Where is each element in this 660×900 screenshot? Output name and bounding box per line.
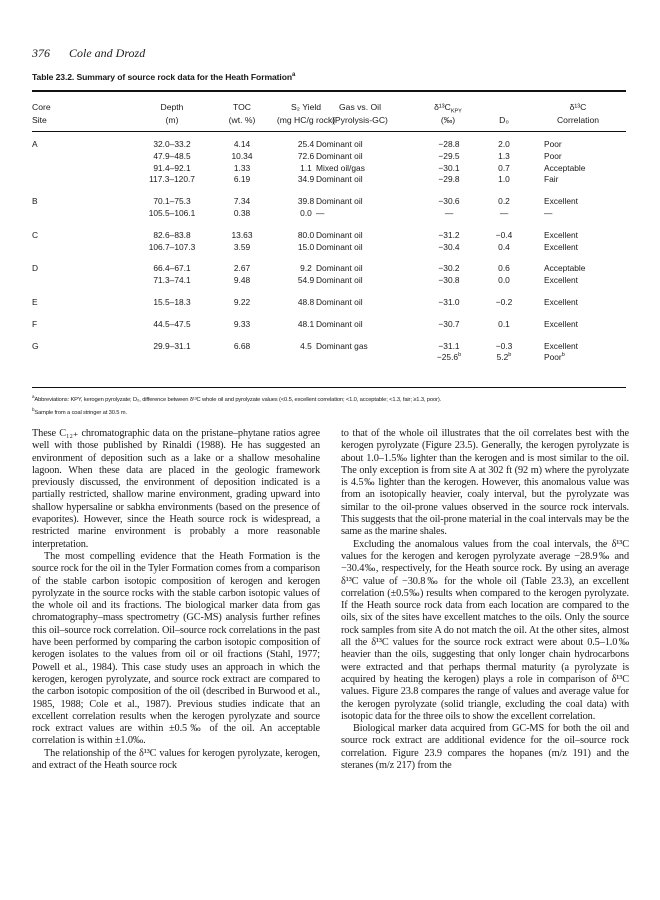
do-cell-value: 0.7 — [498, 162, 510, 173]
gas-oil-cell — [316, 341, 368, 351]
depth-cell-value: 15.5–18.3 — [153, 296, 191, 307]
header-s2-unit: (mg HC/g rock) — [276, 115, 336, 125]
site-cell-value: B — [32, 196, 38, 207]
footnote-b — [32, 405, 632, 418]
s2-cell-value: 80.0 — [297, 229, 315, 240]
table-row — [32, 151, 626, 163]
table-top-rule — [32, 90, 626, 92]
site-group — [32, 139, 626, 186]
do-cell-value: −0.3 — [495, 340, 513, 351]
depth-cell-value: 82.6–83.8 — [153, 229, 191, 240]
table-row — [32, 352, 626, 364]
d13c-kpy-cell-value: −31.1 — [438, 340, 460, 351]
depth-cell-value: 47.9–48.5 — [153, 150, 191, 161]
s2-cell-value: 72.6 — [297, 150, 315, 161]
site-cell-value: C — [32, 229, 39, 240]
running-header — [32, 46, 145, 61]
toc-cell — [220, 263, 264, 273]
s2-cell-value: 9.2 — [300, 263, 312, 274]
header-d13-kpy-sub: KPY — [450, 108, 462, 115]
s2-cell-value: 48.1 — [297, 318, 315, 329]
site-group — [32, 341, 626, 365]
toc-cell — [220, 297, 264, 307]
toc-cell-value: 4.14 — [233, 139, 251, 149]
table-row — [32, 139, 626, 151]
table-row — [32, 297, 626, 309]
depth-cell — [132, 319, 212, 329]
toc-cell — [220, 319, 264, 329]
gas-oil-cell — [316, 163, 365, 173]
d13c-kpy-cell-value: −30.7 — [438, 318, 460, 329]
header-s2: S₂ Yield — [290, 102, 322, 112]
correlation-cell — [544, 297, 578, 307]
paragraph: to that of the whole oil illustrates that the oil correlates best with the kerogen pyrolyzate (Figure 23.5). Generally, the kerogen pyrolyzate is about 1.0–1.5‰ lighter than the kerogen and is most similar to the oil. The only exception is from site A at 302 ft (92 m) where the pyrolyzate is 4.5‰ lighter than the kerogen. However, this anomalous value was from an isotopically heavier, coaly interval, but the pyrolyzate was similar to the oil-prone values observed in the source rock intervals. This suggests that the oil-prone material in the coal intervals may be the same as the marine shales. — [341, 428, 629, 538]
paragraph: The most compelling evidence that the Heath Formation is the source rock for the oil in the Tyler Formation comes from a comparison of the stable carbon isotopic composition of kerogen and kerogen pyrolyzate in the source rocks with the stable carbon isotopic values of the whole oil and its fractions. The biological marker data from gas chromatography–mass spectrometry (GC-MS) analysis further refines this oil–source rock correlation. Oil–source rock correlations in the past have been performed by comparing the carbon isotopic composition of kerogen isolates to the values from oil or oil fractions (Stahl, 1977; Powell et al., 1984). This case study uses an approach in which the kerogen, kerogen pyrolyzate, and source rock extract are compared to the carbon isotopic composition of the oil (described in Burwood et al., 1985, 1988; Cole et al., 1987). Previous studies indicate that an excellent correlation results when the kerogen pyrolyzate and source rock extract values are within ±0.5‰ of the oil. An acceptable correlation is within ±1.0‰. — [32, 550, 320, 747]
d13c-kpy-cell-value: −25.6 — [436, 352, 459, 363]
correlation-cell — [544, 319, 578, 329]
header-core: Core — [32, 102, 51, 112]
paragraph: Excluding the anomalous values from the coal intervals, the δ¹³C values for the kerogen and kerogen pyrolyzate average −28.9‰ and −30.4‰, respectively, for the Heath source rock. By using an average δ¹³C value of −30.8‰ for the whole oil (Table 23.3), an excellent correlation (±0.5‰) results when compared to the kerogen pyrolyzate. If the Heath source rock data from each location are compared to the oils, six of the sites have excellent matches to the oils. Only the source rock samples from site A do not match the oil. At the other sites, almost all the δ¹³C values for the source rock extract were about 0.5–1.0‰ heavier than the oils, suggesting that only longer chain hydrocarbons were extracted and that perhaps thermal maturity (a pyrolyzate is acquired by heating the kerogen) plays a role in comparison of δ¹³C values. Figure 23.8 compares the range of values and average value for the kerogen pyrolyzate (solid triangle, excluding the coal data) with isotopic data for the three oils to show the excellent correlation. — [341, 538, 629, 722]
gas-oil-cell-value: — — [316, 207, 325, 218]
site-group — [32, 297, 626, 309]
toc-cell-value: 13.63 — [231, 229, 253, 240]
table-caption-text: Table 23.2. Summary of source rock data for the Heath Formation — [32, 72, 293, 82]
do-cell — [485, 208, 523, 218]
gas-oil-cell-value: Dominant gas — [316, 340, 368, 351]
s2-cell-value: 34.9 — [297, 174, 315, 185]
correlation-cell — [544, 263, 585, 273]
do-cell-value: 0.0 — [498, 275, 510, 286]
correlation-cell — [544, 139, 562, 149]
depth-cell-value: 91.4–92.1 — [153, 162, 191, 173]
site-group — [32, 196, 626, 220]
correlation-cell-value: Excellent — [544, 275, 578, 286]
do-cell-value: — — [499, 207, 509, 218]
depth-cell-value: 71.3–74.1 — [153, 275, 191, 286]
do-cell-value: 0.6 — [498, 263, 510, 274]
footnote-marker: b — [561, 352, 565, 359]
gas-oil-cell-value: Dominant oil — [316, 139, 363, 149]
depth-cell — [132, 174, 212, 184]
depth-cell-value: 70.1–75.3 — [153, 196, 191, 207]
table-caption-note-marker: a — [292, 72, 296, 79]
gas-oil-cell — [316, 208, 324, 218]
header-d13-kpy — [415, 102, 481, 115]
header-d13-unit: (‰) — [440, 115, 456, 125]
toc-cell — [220, 275, 264, 285]
header-site: Site — [32, 115, 47, 125]
gas-oil-cell — [316, 242, 363, 252]
footnote-marker: a — [32, 394, 35, 399]
d13c-kpy-cell — [429, 230, 469, 240]
s2-cell-value: 25.4 — [297, 139, 315, 149]
toc-cell-value: 6.68 — [233, 340, 251, 351]
depth-cell — [132, 163, 212, 173]
toc-cell-value: 7.34 — [233, 196, 251, 207]
table-row — [32, 163, 626, 175]
footnote-text: Abbreviations: KPY, kerogen pyrolyzate; D₀, difference between δ¹³C whole oil and pyrolyzate values (<0.5, excellent correlation; <1.0, acceptable; <1.3, fair; ≥1.3, poor). — [34, 396, 442, 403]
toc-cell-value: 6.19 — [233, 174, 251, 185]
d13c-kpy-cell-value: −30.2 — [438, 263, 460, 274]
paragraph: The relationship of the δ¹³C values for kerogen pyrolyzate, kerogen, and extract of the Heath source rock — [32, 747, 320, 772]
gas-oil-cell-value: Dominant oil — [316, 150, 363, 161]
site-group — [32, 230, 626, 254]
header-do: D₀ — [499, 115, 509, 125]
toc-cell-value: 2.67 — [233, 263, 251, 274]
table-header-row — [32, 115, 626, 128]
do-cell-value: 2.0 — [498, 139, 510, 149]
site-cell-value: D — [32, 263, 39, 274]
site-cell — [32, 263, 38, 273]
s2-cell-value: 39.8 — [297, 196, 315, 207]
toc-cell — [220, 151, 264, 161]
correlation-cell-value: Poor — [544, 150, 562, 161]
do-cell-value: 0.4 — [498, 241, 510, 252]
d13c-kpy-cell-value: −31.2 — [438, 229, 460, 240]
correlation-cell-value: Excellent — [544, 340, 578, 351]
site-cell-value: A — [32, 139, 38, 149]
gas-oil-cell — [316, 174, 363, 184]
header-d13-kpy-symbol: δ¹³C — [434, 102, 451, 112]
table-header-rule — [32, 131, 626, 132]
gas-oil-cell — [316, 319, 363, 329]
gas-oil-cell — [316, 139, 363, 149]
do-cell — [485, 174, 523, 184]
site-cell — [32, 319, 37, 329]
d13c-kpy-cell-value: −29.5 — [438, 150, 460, 161]
gas-oil-cell-value: Dominant oil — [316, 229, 363, 240]
do-cell — [485, 263, 523, 273]
do-cell — [485, 242, 523, 252]
footnote-marker: b — [458, 352, 462, 359]
correlation-cell-value: Excellent — [544, 296, 578, 307]
d13c-kpy-cell — [429, 242, 469, 252]
correlation-cell-value: Excellent — [544, 318, 578, 329]
s2-cell-value: 1.1 — [300, 162, 312, 173]
correlation-cell-value: Excellent — [544, 229, 578, 240]
site-group — [32, 319, 626, 331]
toc-cell-value: 9.22 — [233, 296, 251, 307]
footnote-marker: b — [32, 407, 35, 413]
correlation-cell — [544, 352, 565, 362]
toc-cell-value: 9.48 — [233, 275, 251, 286]
header-d13c: δ¹³C — [569, 102, 587, 112]
d13c-kpy-cell — [429, 163, 469, 173]
toc-cell-value: 3.59 — [233, 241, 251, 252]
toc-cell-value: 10.34 — [231, 150, 253, 161]
correlation-cell-value: Fair — [544, 174, 559, 185]
correlation-cell — [544, 163, 585, 173]
toc-cell — [220, 139, 264, 149]
correlation-cell-value: — — [544, 207, 553, 218]
footnote-a — [32, 392, 632, 405]
site-cell-value: G — [32, 340, 39, 351]
correlation-cell-value: Excellent — [544, 241, 578, 252]
do-cell-value: 0.1 — [498, 318, 510, 329]
table-row — [32, 263, 626, 275]
correlation-cell-value: Acceptable — [544, 162, 586, 173]
toc-cell-value: 0.38 — [233, 207, 251, 218]
header-depth-unit: (m) — [165, 115, 179, 125]
header-toc: TOC — [233, 102, 251, 112]
depth-cell — [132, 263, 212, 273]
gas-oil-cell — [316, 151, 363, 161]
table-row — [32, 230, 626, 242]
d13c-kpy-cell — [429, 174, 469, 184]
do-cell — [485, 275, 523, 285]
depth-cell-value: 66.4–67.1 — [153, 263, 191, 274]
d13c-kpy-cell — [429, 341, 469, 351]
depth-cell — [132, 297, 212, 307]
d13c-kpy-cell — [429, 139, 469, 149]
d13c-kpy-cell — [429, 297, 469, 307]
table-row — [32, 174, 626, 186]
do-cell-value: −0.4 — [495, 229, 513, 240]
gas-oil-cell-value: Dominant oil — [316, 263, 363, 274]
depth-cell-value: 32.0–33.2 — [153, 139, 191, 149]
depth-cell — [132, 242, 212, 252]
d13c-kpy-cell-value: −28.8 — [438, 139, 460, 149]
site-cell-value: E — [32, 296, 38, 307]
d13c-kpy-cell-value: −30.6 — [438, 196, 460, 207]
do-cell — [485, 319, 523, 329]
s2-cell-value: 54.9 — [297, 275, 315, 286]
correlation-cell — [544, 242, 578, 252]
do-cell-value: −0.2 — [495, 296, 513, 307]
table-caption — [32, 72, 295, 82]
do-cell — [485, 352, 523, 362]
gas-oil-cell — [316, 297, 363, 307]
do-cell-value: 5.2 — [496, 352, 509, 363]
d13c-kpy-cell — [429, 352, 469, 362]
site-cell — [32, 139, 38, 149]
header-correlation: Correlation — [556, 115, 600, 125]
running-title: Cole and Drozd — [69, 46, 146, 60]
site-cell-value: F — [32, 318, 38, 329]
correlation-cell — [544, 230, 578, 240]
d13c-kpy-cell — [429, 208, 469, 218]
depth-cell-value: 44.5–47.5 — [153, 318, 191, 329]
do-cell — [485, 139, 523, 149]
gas-oil-cell — [316, 275, 363, 285]
paragraph: These C₁₂₊ chromatographic data on the pristane–phytane ratios agree well with those published by Rinaldi (1988). He has suggested an environment of deposition such as a lake or a shallow mesohaline lagoon. When these data are placed in the geologic framework previously discussed, the environment of deposition indicated is a partially restricted, shallow marine environment, grading upward into shallow hypersaline or sabkha environments (based on the presence of evaporites). However, since the Heath source rock is widespread, a restricted marine environment is probably a more reasonable interpretation. — [32, 428, 320, 550]
table-row — [32, 196, 626, 208]
depth-cell — [132, 151, 212, 161]
d13c-kpy-cell-value: −30.8 — [438, 275, 460, 286]
correlation-cell — [544, 341, 578, 351]
do-cell — [485, 341, 523, 351]
correlation-cell-value: Poor — [544, 139, 562, 149]
body-column-right — [341, 428, 629, 772]
header-depth: Depth — [160, 102, 184, 112]
table-bottom-rule — [32, 387, 626, 388]
header-toc-unit: (wt. %) — [228, 115, 256, 125]
s2-cell-value: 15.0 — [297, 241, 315, 252]
toc-cell — [220, 196, 264, 206]
site-cell — [32, 341, 39, 351]
gas-oil-cell-value: Dominant oil — [316, 196, 363, 207]
gas-oil-cell — [316, 196, 363, 206]
toc-cell — [220, 341, 264, 351]
table-header — [32, 102, 626, 128]
d13c-kpy-cell — [429, 196, 469, 206]
site-cell — [32, 196, 38, 206]
footnote-text: Sample from a coal stringer at 30.5 m. — [34, 410, 127, 417]
gas-oil-cell-value: Dominant oil — [316, 296, 363, 307]
footnote-marker: b — [508, 352, 512, 359]
do-cell-value: 1.0 — [498, 174, 510, 185]
do-cell — [485, 151, 523, 161]
toc-cell-value: 9.33 — [233, 318, 251, 329]
correlation-cell — [544, 196, 578, 206]
gas-oil-cell-value: Dominant oil — [316, 318, 363, 329]
do-cell — [485, 196, 523, 206]
d13c-kpy-cell-value: — — [444, 207, 454, 218]
table-body — [32, 139, 626, 364]
depth-cell-value: 117.3–120.7 — [149, 174, 195, 185]
s2-cell — [272, 208, 340, 218]
body-column-left — [32, 428, 320, 772]
correlation-cell-value: Poor — [544, 352, 562, 363]
gas-oil-cell-value: Dominant oil — [316, 174, 363, 185]
correlation-cell — [544, 208, 552, 218]
depth-cell — [132, 275, 212, 285]
do-cell-value: 0.2 — [498, 196, 510, 207]
site-cell — [32, 297, 38, 307]
s2-cell-value: 0.0 — [300, 207, 312, 218]
depth-cell — [132, 196, 212, 206]
toc-cell — [220, 242, 264, 252]
table-header-row — [32, 102, 626, 115]
depth-cell — [132, 230, 212, 240]
toc-cell — [220, 230, 264, 240]
depth-cell — [132, 208, 212, 218]
table-row — [32, 242, 626, 254]
do-cell-value: 1.3 — [498, 150, 510, 161]
toc-cell — [220, 163, 264, 173]
depth-cell-value: 105.5–106.1 — [148, 207, 196, 218]
site-group — [32, 263, 626, 287]
gas-oil-cell — [316, 263, 363, 273]
site-cell — [32, 230, 38, 240]
header-gas-method: (Pyrolysis-GC) — [332, 115, 388, 125]
correlation-cell — [544, 275, 578, 285]
d13c-kpy-cell-value: −31.0 — [438, 296, 460, 307]
table-footnotes — [32, 392, 632, 419]
gas-oil-cell-value: Mixed oil/gas — [316, 162, 365, 173]
correlation-cell — [544, 174, 558, 184]
paragraph: Biological marker data acquired from GC-MS for both the oil and source rock extract are additional evidence for the oil–source rock correlation. Figure 23.9 compares the hopanes (m/z 191) and the steranes (m/z 217) from the — [341, 723, 629, 772]
do-cell — [485, 163, 523, 173]
s2-cell-value: 4.5 — [300, 340, 312, 351]
depth-cell-value: 29.9–31.1 — [153, 340, 191, 351]
toc-cell-value: 1.33 — [233, 162, 251, 173]
depth-cell — [132, 139, 212, 149]
correlation-cell-value: Acceptable — [544, 263, 586, 274]
d13c-kpy-cell-value: −30.4 — [438, 241, 460, 252]
depth-cell — [132, 341, 212, 351]
d13c-kpy-cell — [429, 319, 469, 329]
toc-cell — [220, 174, 264, 184]
gas-oil-cell-value: Dominant oil — [316, 275, 363, 286]
table-row — [32, 275, 626, 287]
correlation-cell — [544, 151, 562, 161]
header-gas: Gas vs. Oil — [338, 102, 382, 112]
correlation-cell-value: Excellent — [544, 196, 578, 207]
table-row — [32, 208, 626, 220]
do-cell — [485, 297, 523, 307]
page-number: 376 — [32, 46, 50, 60]
gas-oil-cell — [316, 230, 363, 240]
s2-cell-value: 48.8 — [297, 296, 315, 307]
d13c-kpy-cell — [429, 275, 469, 285]
d13c-kpy-cell — [429, 263, 469, 273]
gas-oil-cell-value: Dominant oil — [316, 241, 363, 252]
d13c-kpy-cell — [429, 151, 469, 161]
table-row — [32, 319, 626, 331]
table-row — [32, 341, 626, 353]
depth-cell-value: 106.7–107.3 — [148, 241, 196, 252]
d13c-kpy-cell-value: −29.8 — [438, 174, 460, 185]
toc-cell — [220, 208, 264, 218]
do-cell — [485, 230, 523, 240]
d13c-kpy-cell-value: −30.1 — [438, 162, 460, 173]
